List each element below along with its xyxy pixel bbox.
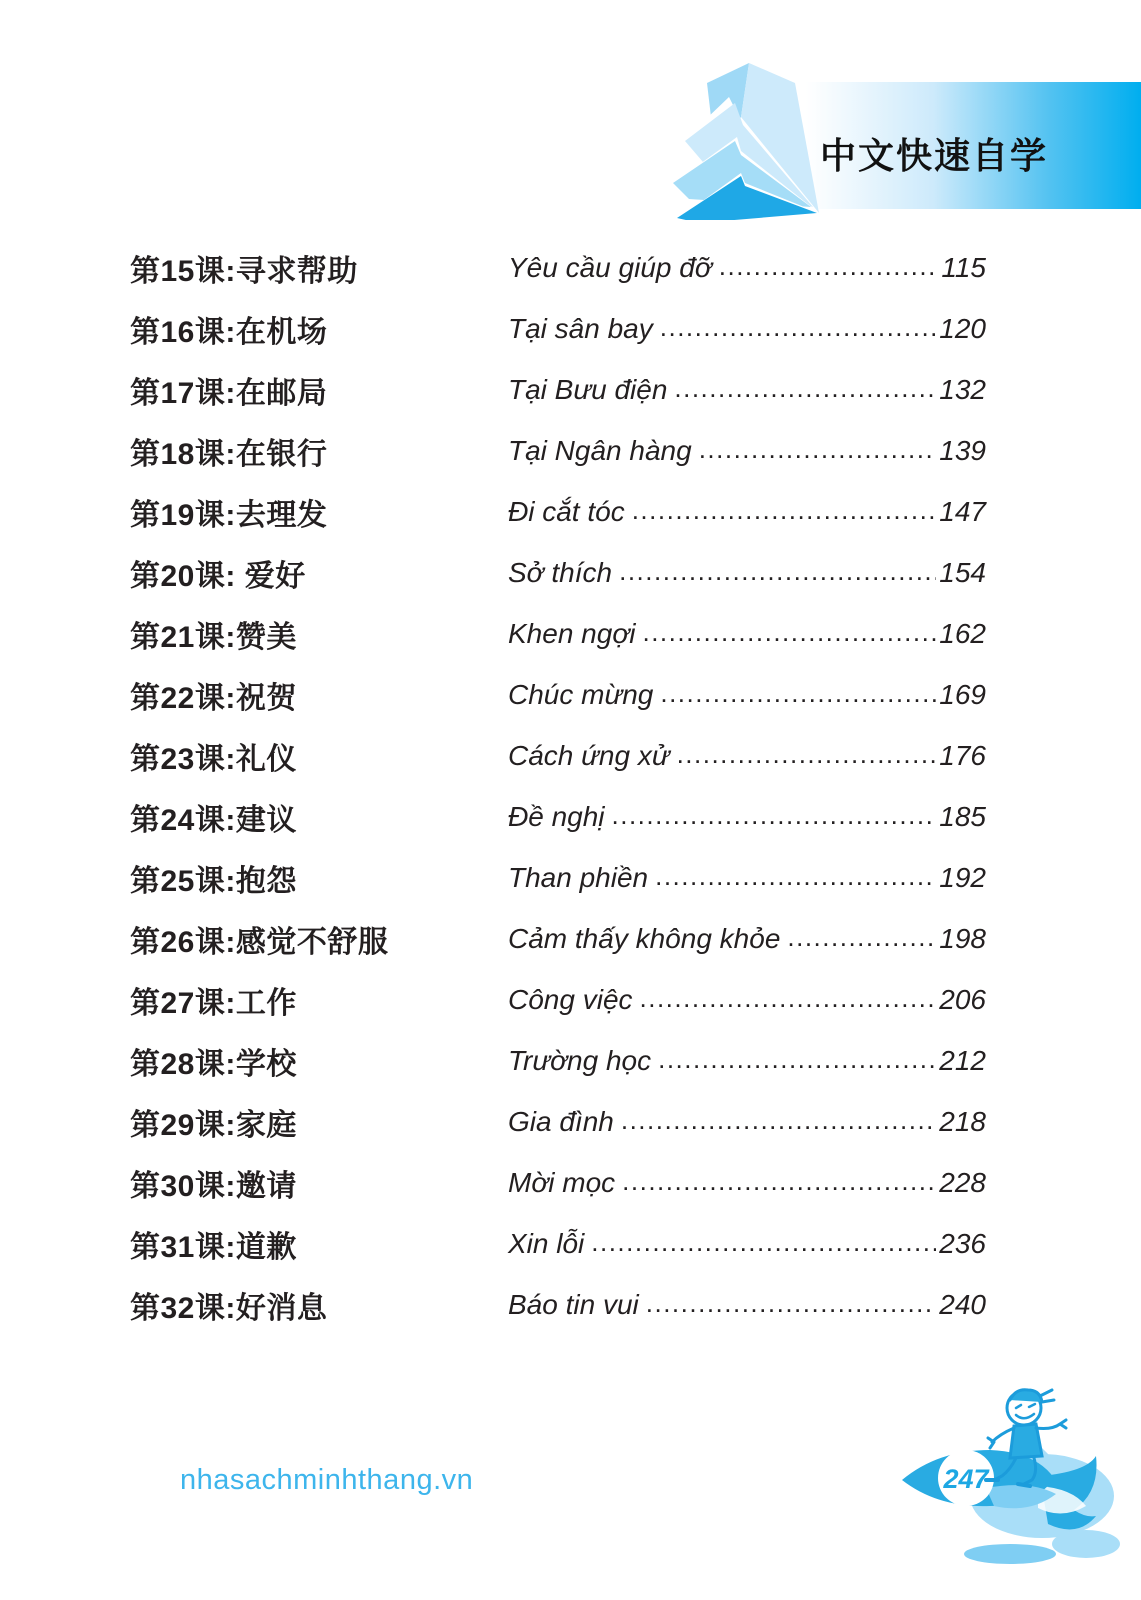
toc-lesson-title-vi: Cảm thấy không khỏe [508,922,781,954]
toc-entry-right [508,435,986,467]
toc-row[interactable] [130,1152,986,1213]
toc-lesson-title-vi: Đi cắt tóc [508,495,625,527]
toc-entry-right [508,862,986,894]
toc-lesson-title-zh: 第19课:去理发 [130,498,328,532]
toc-entry-right [508,618,986,650]
dot-leader [719,250,939,282]
toc-lesson-title-zh: 第20课: 爱好 [130,559,306,593]
toc-entry-right [508,1167,986,1199]
toc-page-number: 162 [939,617,986,649]
toc-lesson-title-vi: Gia đình [508,1105,614,1137]
dot-leader [646,1287,937,1319]
toc-page-number: 115 [941,251,986,283]
toc-page-number: 169 [939,678,986,710]
toc-lesson-title-vi: Yêu cầu giúp đỡ [508,251,712,283]
dot-leader [591,1226,936,1258]
toc-lesson-title-zh: 第30课:邀请 [130,1169,297,1203]
toc-row[interactable] [130,542,986,603]
toc-lesson-title-vi: Trường học [508,1044,652,1076]
toc-lesson-title-vi: Mời mọc [508,1166,616,1198]
toc-page-number: 236 [939,1227,986,1259]
toc-lesson-title-vi: Khen ngợi [508,617,636,649]
toc-row[interactable] [130,969,986,1030]
toc-page-number: 192 [939,861,986,893]
dot-leader [640,982,937,1014]
toc-lesson-title-vi: Tại sân bay [508,312,653,344]
toc-entry-right [508,1106,986,1138]
dot-leader [622,1165,936,1197]
toc-lesson-title-zh: 第27课:工作 [130,986,297,1020]
toc-lesson-title-zh: 第22课:祝贺 [130,681,297,715]
toc-lesson-title-vi: Tại Ngân hàng [508,434,692,466]
website-link[interactable]: nhasachminhthang.vn [180,1464,474,1496]
toc-lesson-title-zh: 第24课:建议 [130,803,297,837]
toc-page-number: 120 [939,312,986,344]
toc-page-number: 206 [939,983,986,1015]
toc-lesson-title-vi: Đề nghị [508,800,605,832]
toc-lesson-title-zh: 第28课:学校 [130,1047,297,1081]
toc-row[interactable] [130,481,986,542]
toc-page-number: 185 [939,800,986,832]
dot-leader [699,433,937,465]
dot-leader [612,799,937,831]
toc-row[interactable] [130,1091,986,1152]
dot-leader [660,677,936,709]
toc-entry-right [508,1228,986,1260]
toc-entry-right [508,801,986,833]
dot-leader [677,738,937,770]
dot-leader [674,372,936,404]
toc-lesson-title-zh: 第31课:道歉 [130,1230,297,1264]
dot-leader [642,616,936,648]
toc-entry-right [508,313,986,345]
dot-leader [632,494,937,526]
dot-leader [619,555,936,587]
toc-lesson-title-vi: Chúc mừng [508,678,654,710]
toc-entry-right [508,923,986,955]
toc-row[interactable] [130,359,986,420]
toc-lesson-title-zh: 第23课:礼仪 [130,742,297,776]
toc-page-number: 147 [939,495,986,527]
toc-row[interactable] [130,1213,986,1274]
open-book-icon [645,55,825,220]
toc-lesson-title-zh: 第25课:抱怨 [130,864,297,898]
dot-leader [787,921,936,953]
dot-leader [655,860,936,892]
toc-entry-right [508,557,986,589]
toc-lesson-title-zh: 第32课:好消息 [130,1291,328,1325]
toc-row[interactable] [130,1030,986,1091]
toc-lesson-title-vi: Công việc [508,983,633,1015]
toc-entry-right [508,252,986,284]
toc-entry-right [508,1045,986,1077]
toc-page-number: 198 [939,922,986,954]
dot-leader [621,1104,936,1136]
toc-entry-right [508,496,986,528]
toc-row[interactable] [130,664,986,725]
toc-list [130,237,986,1335]
toc-lesson-title-vi: Sở thích [508,556,613,588]
toc-entry-right [508,679,986,711]
toc-entry-right [508,374,986,406]
toc-lesson-title-zh: 第15课:寻求帮助 [130,254,358,288]
toc-lesson-title-vi: Báo tin vui [508,1288,639,1320]
toc-page-number: 132 [939,373,986,405]
toc-row[interactable] [130,725,986,786]
toc-row[interactable] [130,1274,986,1335]
toc-page-number: 228 [939,1166,986,1198]
toc-row[interactable] [130,786,986,847]
page-number-text: 247 [943,1464,989,1494]
toc-lesson-title-zh: 第26课:感觉不舒服 [130,925,389,959]
toc-entry-right [508,740,986,772]
toc-page-number: 154 [939,556,986,588]
toc-lesson-title-zh: 第17课:在邮局 [130,376,328,410]
rocket-page-badge [890,1368,1125,1568]
toc-page-number: 240 [939,1288,986,1320]
dot-leader [660,311,937,343]
toc-row[interactable] [130,237,986,298]
toc-page-number: 218 [939,1105,986,1137]
toc-entry-right [508,984,986,1016]
toc-row[interactable] [130,603,986,664]
toc-entry-right [508,1289,986,1321]
toc-lesson-title-zh: 第21课:赞美 [130,620,297,654]
toc-lesson-title-zh: 第29课:家庭 [130,1108,297,1142]
toc-lesson-title-vi: Cách ứng xử [508,739,670,771]
toc-lesson-title-zh: 第16课:在机场 [130,315,328,349]
toc-lesson-title-vi: Than phiền [508,861,649,893]
toc-row[interactable] [130,908,986,969]
toc-row[interactable] [130,298,986,359]
toc-lesson-title-zh: 第18课:在银行 [130,437,328,471]
dot-leader [658,1043,936,1075]
toc-page-number: 212 [939,1044,986,1076]
page-title: 中文快速自学 [820,135,1049,176]
toc-lesson-title-vi: Xin lỗi [508,1227,585,1259]
toc-lesson-title-vi: Tại Bưu điện [508,373,668,405]
toc-row[interactable] [130,420,986,481]
toc-page-number: 176 [939,739,986,771]
toc-page-number: 139 [939,434,986,466]
toc-row[interactable] [130,847,986,908]
